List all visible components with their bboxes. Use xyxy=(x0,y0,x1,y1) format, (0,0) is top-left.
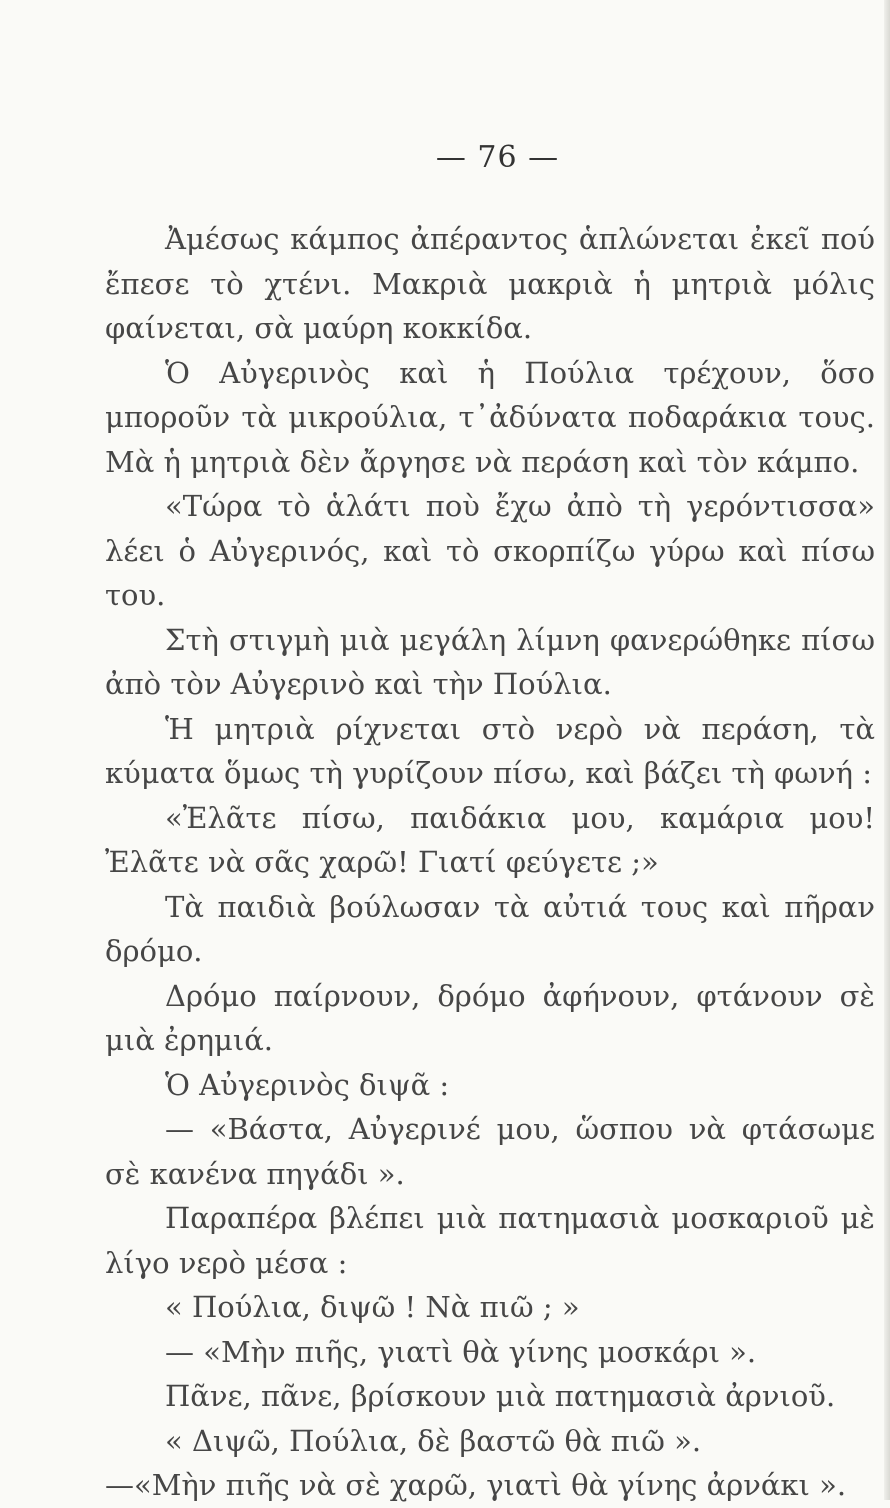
paragraph: «Τώρα τὸ ἁλάτι ποὺ ἔχω ἀπὸ τὴ γερόντισσα» λέει ὁ Αὐγερινός, καὶ τὸ σκορπίζω γύρω καὶ πίσω του. xyxy=(105,489,875,612)
paragraph: Τὰ παιδιὰ βούλωσαν τὰ αὐτιά τους καὶ πῆραν δρόμο. xyxy=(105,889,875,968)
paragraph: « Διψῶ, Πούλια, δὲ βαστῶ θὰ πιῶ ». xyxy=(165,1423,702,1458)
paragraph: Ἡ μητριὰ ρίχνεται στὸ νερὸ νὰ περάση, τὰ κύματα ὅμως τὴ γυρίζουν πίσω, καὶ βάζει τὴ φωνή : xyxy=(105,711,875,790)
paragraph: Παραπέρα βλέπει μιὰ πατημασιὰ μοσκαριοῦ μὲ λίγο νερὸ μέσα : xyxy=(105,1201,875,1280)
paragraph: Πᾶνε, πᾶνε, βρίσκουν μιὰ πατημασιὰ ἀρνιοῦ. xyxy=(165,1379,836,1413)
body-text xyxy=(105,217,875,1508)
page-number: — 76 — xyxy=(435,140,560,175)
paragraph: Ἀμέσως κάμπος ἀπέραντος ἁπλώνεται ἐκεῖ πού ἔπεσε τὸ χτένι. Μακριὰ μακριὰ ἡ μητριὰ μόλις φαίνεται, σὰ μαύρη κοκκίδα. xyxy=(105,222,875,345)
paragraph: Ὁ Αὐγερινὸς διψᾶ : xyxy=(165,1067,450,1102)
paragraph: « Πούλια, διψῶ ! Νὰ πιῶ ; » xyxy=(165,1290,580,1324)
paragraph: Ὁ Αὐγερινὸς καὶ ἡ Πούλια τρέχουν, ὅσο μποροῦν τὰ μικρούλια, τ᾽ἀδύνατα ποδαράκια τους. Μὰ ἡ μητριὰ δὲν ἄργησε νὰ περάση καὶ τὸν κάμπο. xyxy=(105,355,875,479)
paragraph: «Ἐλᾶτε πίσω, παιδάκια μου, καμάρια μου! Ἐλᾶτε νὰ σᾶς χαρῶ! Γιατί φεύγετε ;» xyxy=(105,800,875,879)
paragraph: —«Μὴν πιῆς νὰ σὲ χαρῶ, γιατὶ θὰ γίνης ἀρνάκι ». xyxy=(105,1468,847,1502)
page-edge xyxy=(884,0,890,1500)
paragraph: — «Βάστα, Αὐγερινέ μου, ὥσπου νὰ φτάσωμε σὲ κανένα πηγάδι ». xyxy=(105,1112,875,1191)
paragraph: Δρόμο παίρνουν, δρόμο ἀφήνουν, φτάνουν σὲ μιὰ ἐρημιά. xyxy=(105,978,875,1057)
paragraph: — «Μὴν πιῆς, γιατὶ θὰ γίνης μοσκάρι ». xyxy=(165,1334,757,1369)
book-page xyxy=(105,140,875,1508)
paragraph: Στὴ στιγμὴ μιὰ μεγάλη λίμνη φανερώθηκε πίσω ἀπὸ τὸν Αὐγερινὸ καὶ τὴν Πούλια. xyxy=(105,622,875,701)
